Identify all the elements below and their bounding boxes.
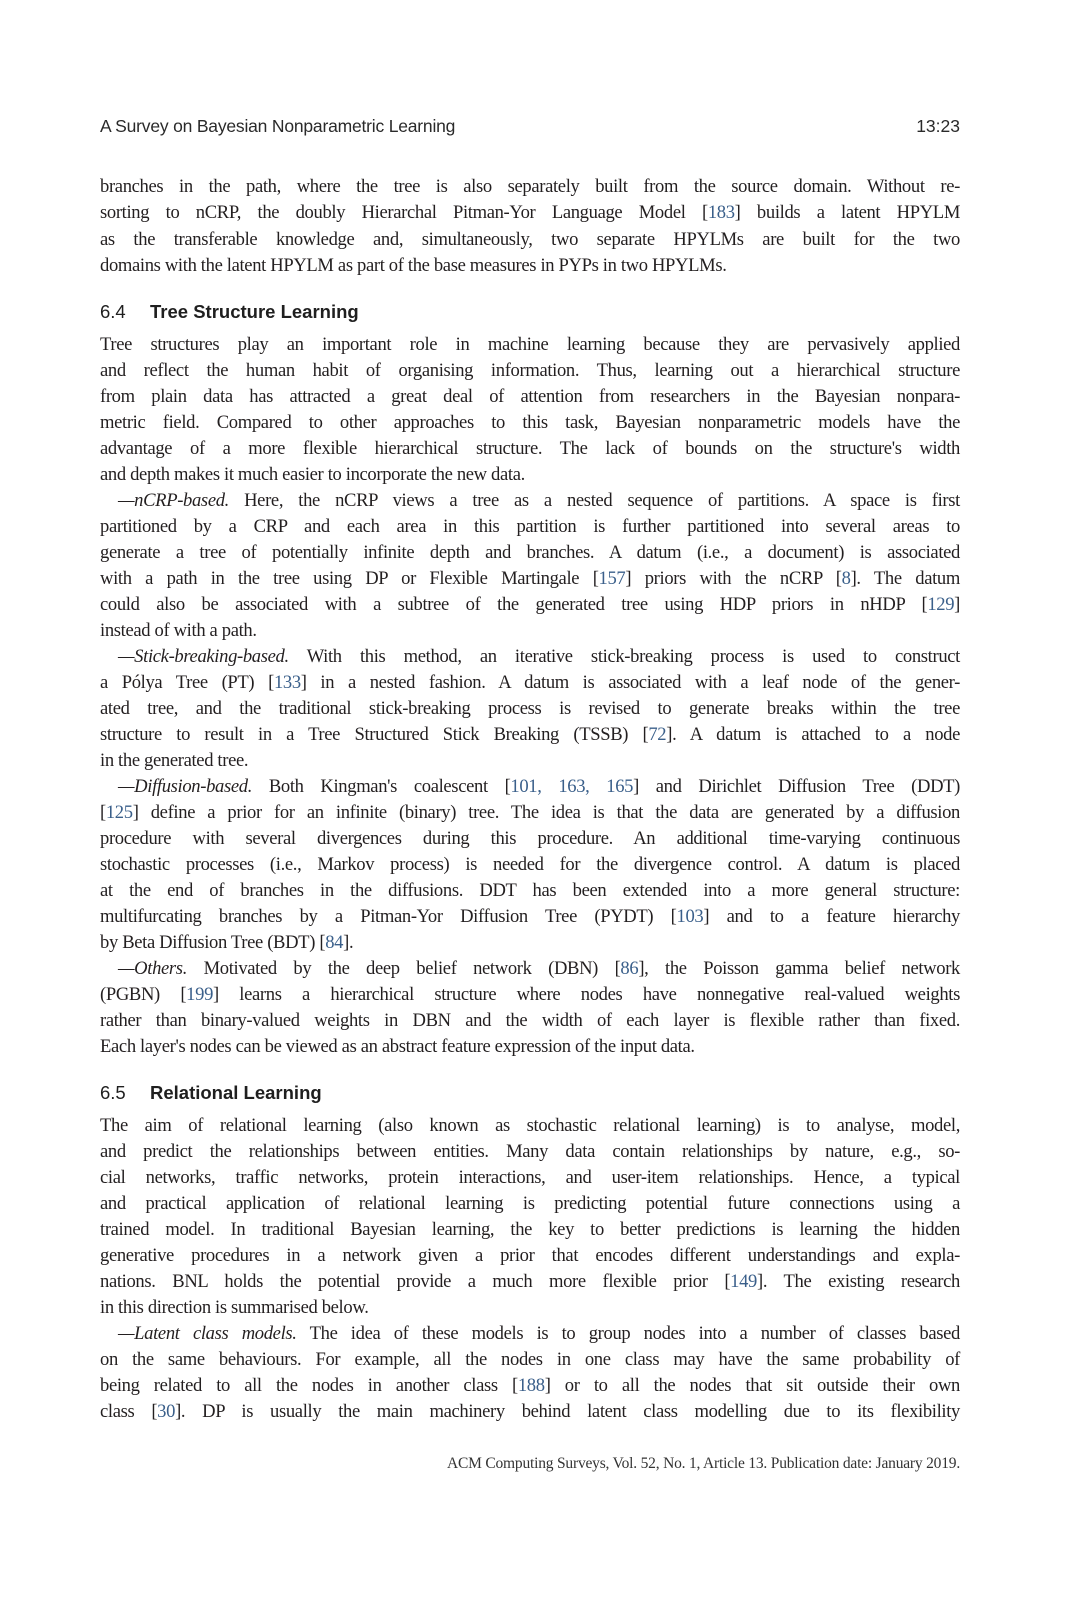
- text-line: class [30]. DP is usually the main machinery behind latent class modelling due to its flexibility: [100, 1401, 960, 1422]
- page-number: 13:23: [916, 116, 960, 136]
- item-text: Motivated by the deep belief network (DBN) [86], the Poisson gamma belief network: [203, 958, 960, 979]
- item-lead: —Others.: [118, 958, 187, 979]
- item-text: Here, the nCRP views a tree as a nested sequence of partitions. A space is first: [244, 490, 960, 511]
- text-line: Tree structures play an important role in machine learning because they are pervasively applied: [100, 334, 960, 355]
- text-line: branches in the path, where the tree is also separately built from the source domain. Without re-: [100, 176, 960, 197]
- text-line: nations. BNL holds the potential provide a much more flexible prior [149]. The existing research: [100, 1271, 961, 1292]
- text-line: [125] define a prior for an infinite (binary) tree. The idea is that the data are generated by a diffusion: [100, 802, 960, 823]
- running-title: A Survey on Bayesian Nonparametric Learning: [100, 116, 456, 136]
- text-line: The aim of relational learning (also known as stochastic relational learning) is to analyse, model,: [100, 1115, 960, 1136]
- section-number: 6.4: [100, 301, 126, 322]
- citation-link[interactable]: 183: [707, 202, 735, 223]
- text-line: [118, 774, 960, 800]
- text-line: trained model. In traditional Bayesian learning, the key to better predictions is learning the hidden: [100, 1219, 960, 1240]
- text-line: by Beta Diffusion Tree (BDT) [84].: [100, 932, 354, 953]
- citation-link[interactable]: 84: [325, 932, 344, 953]
- text-line: and practical application of relational learning is predicting potential future connections using a: [100, 1193, 960, 1214]
- citation-link[interactable]: 8: [841, 568, 851, 589]
- citation-link[interactable]: 157: [598, 568, 626, 589]
- citation-link[interactable]: 125: [105, 802, 133, 823]
- text-line: partitioned by a CRP and each area in this partition is further partitioned into several areas to: [100, 516, 960, 537]
- item-lead: —Diffusion-based.: [118, 776, 253, 797]
- section-title: Relational Learning: [150, 1082, 322, 1103]
- text-line: [118, 488, 960, 514]
- text-line: as the transferable knowledge and, simultaneously, two separate HPYLMs are built for the two: [100, 229, 960, 250]
- text-line: stochastic processes (i.e., Markov process) is needed for the divergence control. A datum is placed: [100, 854, 960, 875]
- citation-link[interactable]: 103: [676, 906, 704, 927]
- text-line: and predict the relationships between entities. Many data contain relationships by nature, e.g., so-: [100, 1141, 960, 1162]
- citation-link[interactable]: 101, 163, 165: [510, 776, 634, 797]
- text-line: metric field. Compared to other approaches to this task, Bayesian nonparametric models have the: [100, 412, 960, 433]
- text-line: with a path in the tree using DP or Flexible Martingale [157] priors with the nCRP [8]. The datum: [100, 568, 960, 589]
- item-lead: —Stick-breaking-based.: [118, 646, 289, 667]
- text-line: Each layer's nodes can be viewed as an abstract feature expression of the input data.: [100, 1036, 695, 1057]
- citation-link[interactable]: 86: [620, 958, 639, 979]
- text-line: generative procedures in a network given a prior that encodes different understandings and expla-: [100, 1245, 960, 1266]
- text-line: domains with the latent HPYLM as part of the base measures in PYPs in two HPYLMs.: [100, 255, 727, 276]
- text-line: in this direction is summarised below.: [100, 1297, 369, 1318]
- text-line: on the same behaviours. For example, all the nodes in one class may have the same probability of: [100, 1349, 960, 1370]
- text-line: at the end of branches in the diffusions. DDT has been extended into a more general structure:: [100, 880, 960, 901]
- text-line: structure to result in a Tree Structured Stick Breaking (TSSB) [72]. A datum is attached to a node: [100, 724, 960, 745]
- running-header: [100, 116, 960, 142]
- text-line: [118, 644, 960, 670]
- text-line: (PGBN) [199] learns a hierarchical structure where nodes have nonnegative real-valued weights: [100, 984, 961, 1005]
- text-line: and depth makes it much easier to incorporate the new data.: [100, 464, 525, 485]
- text-line: generate a tree of potentially infinite depth and branches. A datum (i.e., a document) is associated: [100, 542, 960, 563]
- section-heading-6-5: [100, 1080, 322, 1106]
- text-line: in the generated tree.: [100, 750, 249, 771]
- text-line: multifurcating branches by a Pitman-Yor Diffusion Tree (PYDT) [103] and to a feature hierarchy: [100, 906, 960, 927]
- text-line: cial networks, traffic networks, protein interactions, and user-item relationships. Hence, a typical: [100, 1167, 960, 1188]
- citation-link[interactable]: 30: [157, 1401, 176, 1422]
- text-line: advantage of a more flexible hierarchical structure. The lack of bounds on the structure's width: [100, 438, 960, 459]
- item-text: Both Kingman's coalescent [101, 163, 165] and Dirichlet Diffusion Tree (DDT): [268, 776, 960, 797]
- citation-link[interactable]: 149: [730, 1271, 757, 1292]
- citation-link[interactable]: 72: [648, 724, 667, 745]
- text-line: procedure with several divergences during this procedure. An additional time-varying continuous: [100, 828, 960, 849]
- citation-link[interactable]: 199: [186, 984, 214, 1005]
- text-line: instead of with a path.: [100, 620, 257, 641]
- text-line: ated tree, and the traditional stick-breaking process is revised to generate breaks within the tree: [100, 698, 960, 719]
- text-line: and reflect the human habit of organising information. Thus, learning out a hierarchical structure: [100, 360, 960, 381]
- text-line: being related to all the nodes in another class [188] or to all the nodes that sit outside their own: [100, 1375, 960, 1396]
- citation-link[interactable]: 129: [927, 594, 955, 615]
- text-line: could also be associated with a subtree of the generated tree using HDP priors in nHDP [129]: [100, 594, 960, 615]
- section-number: 6.5: [100, 1082, 126, 1103]
- text-line: from plain data has attracted a great deal of attention from researchers in the Bayesian nonpara-: [100, 386, 960, 407]
- item-text: The idea of these models is to group nodes into a number of classes based: [309, 1323, 961, 1344]
- text-line: rather than binary-valued weights in DBN and the width of each layer is flexible rather than fixed.: [100, 1010, 960, 1031]
- text-line: a Pólya Tree (PT) [133] in a nested fashion. A datum is associated with a leaf node of the gener-: [100, 672, 960, 693]
- text-line: sorting to nCRP, the doubly Hierarchal Pitman-Yor Language Model [183] builds a latent HPYLM: [100, 202, 960, 223]
- citation-link[interactable]: 188: [517, 1375, 545, 1396]
- item-text: With this method, an iterative stick-breaking process is used to construct: [306, 646, 960, 667]
- section-heading-6-4: [100, 299, 359, 325]
- item-lead: —Latent class models.: [118, 1323, 297, 1344]
- text-line: [118, 1321, 960, 1347]
- section-title: Tree Structure Learning: [150, 301, 359, 322]
- citation-link[interactable]: 133: [273, 672, 301, 693]
- journal-footer: ACM Computing Surveys, Vol. 52, No. 1, Article 13. Publication date: January 2019.: [446, 1455, 960, 1472]
- text-line: [118, 956, 960, 982]
- item-lead: —nCRP-based.: [118, 490, 229, 511]
